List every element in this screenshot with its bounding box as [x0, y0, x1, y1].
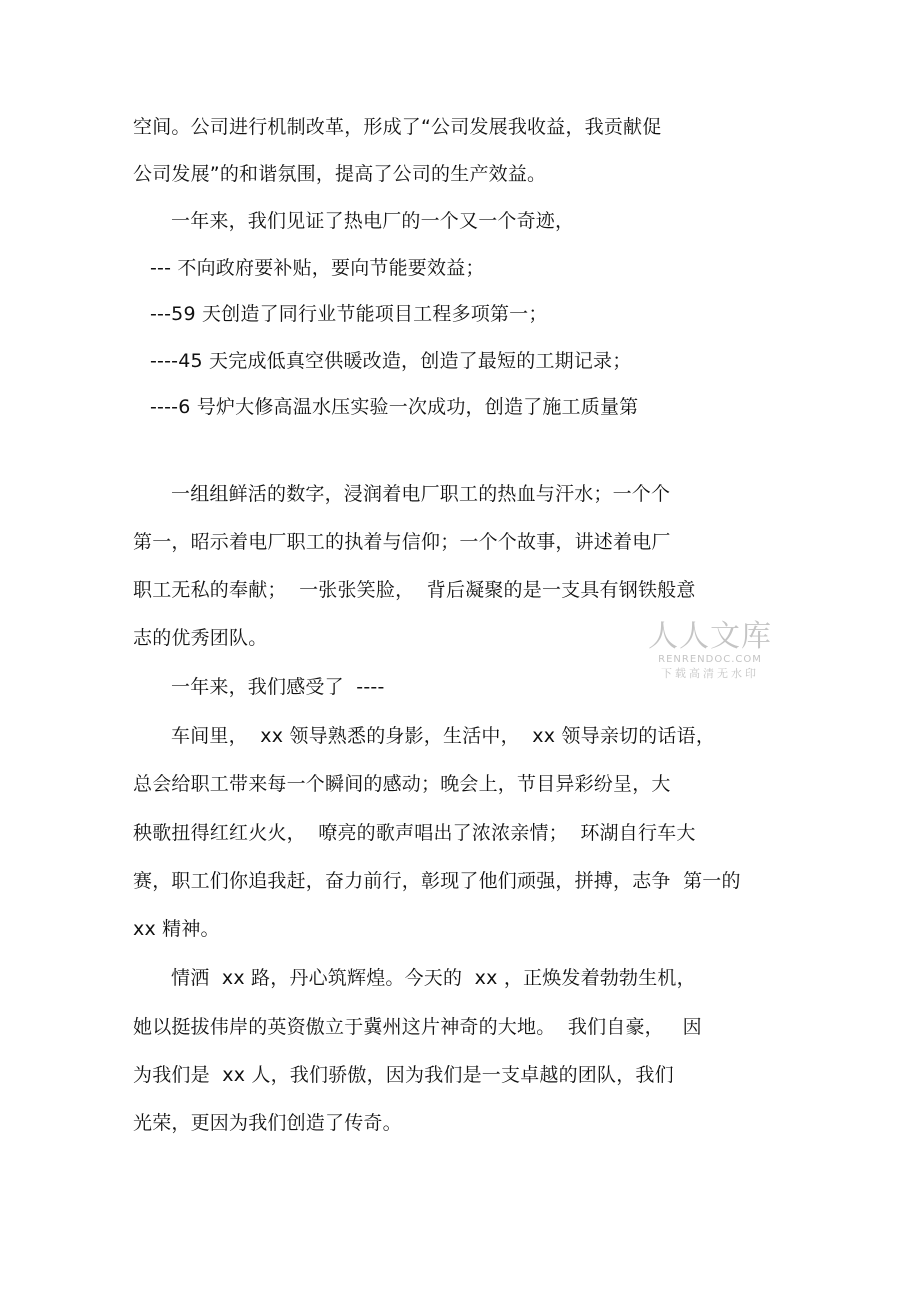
text-line: 她以挺拔伟岸的英资傲立于冀州这片神奇的大地。 我们自豪， 因 — [133, 1016, 702, 1038]
text-line: 赛，职工们你追我赶，奋力前行，彰现了他们顽强，拼搏，志争 第一的 — [133, 870, 741, 892]
text-line: xx 精神。 — [133, 918, 220, 940]
text-line: 总会给职工带来每一个瞬间的感动；晚会上，节目异彩纷呈，大 — [133, 773, 671, 795]
text-line: 一年来，我们感受了 ---- — [171, 676, 385, 698]
text-line: 情洒 xx 路，丹心筑辉煌。今天的 xx ，正焕发着勃勃生机， — [171, 967, 696, 989]
text-line: 车间里， xx 领导熟悉的身影，生活中， xx 领导亲切的话语， — [171, 725, 716, 747]
text-line: ----45 天完成低真空供暖改造，创造了最短的工期记录； — [150, 350, 632, 372]
watermark-title: 人人文库 — [648, 619, 772, 654]
text-line: ----6 号炉大修高温水压实验一次成功，创造了施工质量第 — [150, 396, 639, 418]
text-line: --- 不向政府要补贴，要向节能要效益； — [150, 257, 485, 279]
text-line: 为我们是 xx 人，我们骄傲，因为我们是一支卓越的团队，我们 — [133, 1064, 674, 1086]
text-line: ---59 天创造了同行业节能项目工程多项第一； — [150, 303, 548, 325]
text-line: 公司发展”的和谐氛围，提高了公司的生产效益。 — [133, 163, 547, 185]
text-line: 职工无私的奉献； 一张张笑脸， 背后凝聚的是一支具有钢铁般意 — [133, 579, 696, 601]
watermark-url: RENRENDOC.COM — [658, 654, 762, 665]
text-line: 一组组鲜活的数字，浸润着电厂职工的热血与汗水；一个个 — [171, 483, 671, 505]
text-line: 空间。公司进行机制改革，形成了“公司发展我收益，我贡献促 — [133, 116, 662, 138]
text-line: 光荣，更因为我们创造了传奇。 — [133, 1112, 402, 1134]
text-line: 第一，昭示着电厂职工的执着与信仰；一个个故事，讲述着电厂 — [133, 531, 671, 553]
watermark-subtitle: 下载高清无水印 — [661, 667, 759, 680]
text-line: 秧歌扭得红红火火， 嘹亮的歌声唱出了浓浓亲情； 环湖自行车大 — [133, 822, 696, 844]
watermark-logo — [640, 620, 780, 681]
text-line: 一年来，我们见证了热电厂的一个又一个奇迹， — [171, 210, 575, 232]
text-line: 志的优秀团队。 — [133, 627, 268, 649]
